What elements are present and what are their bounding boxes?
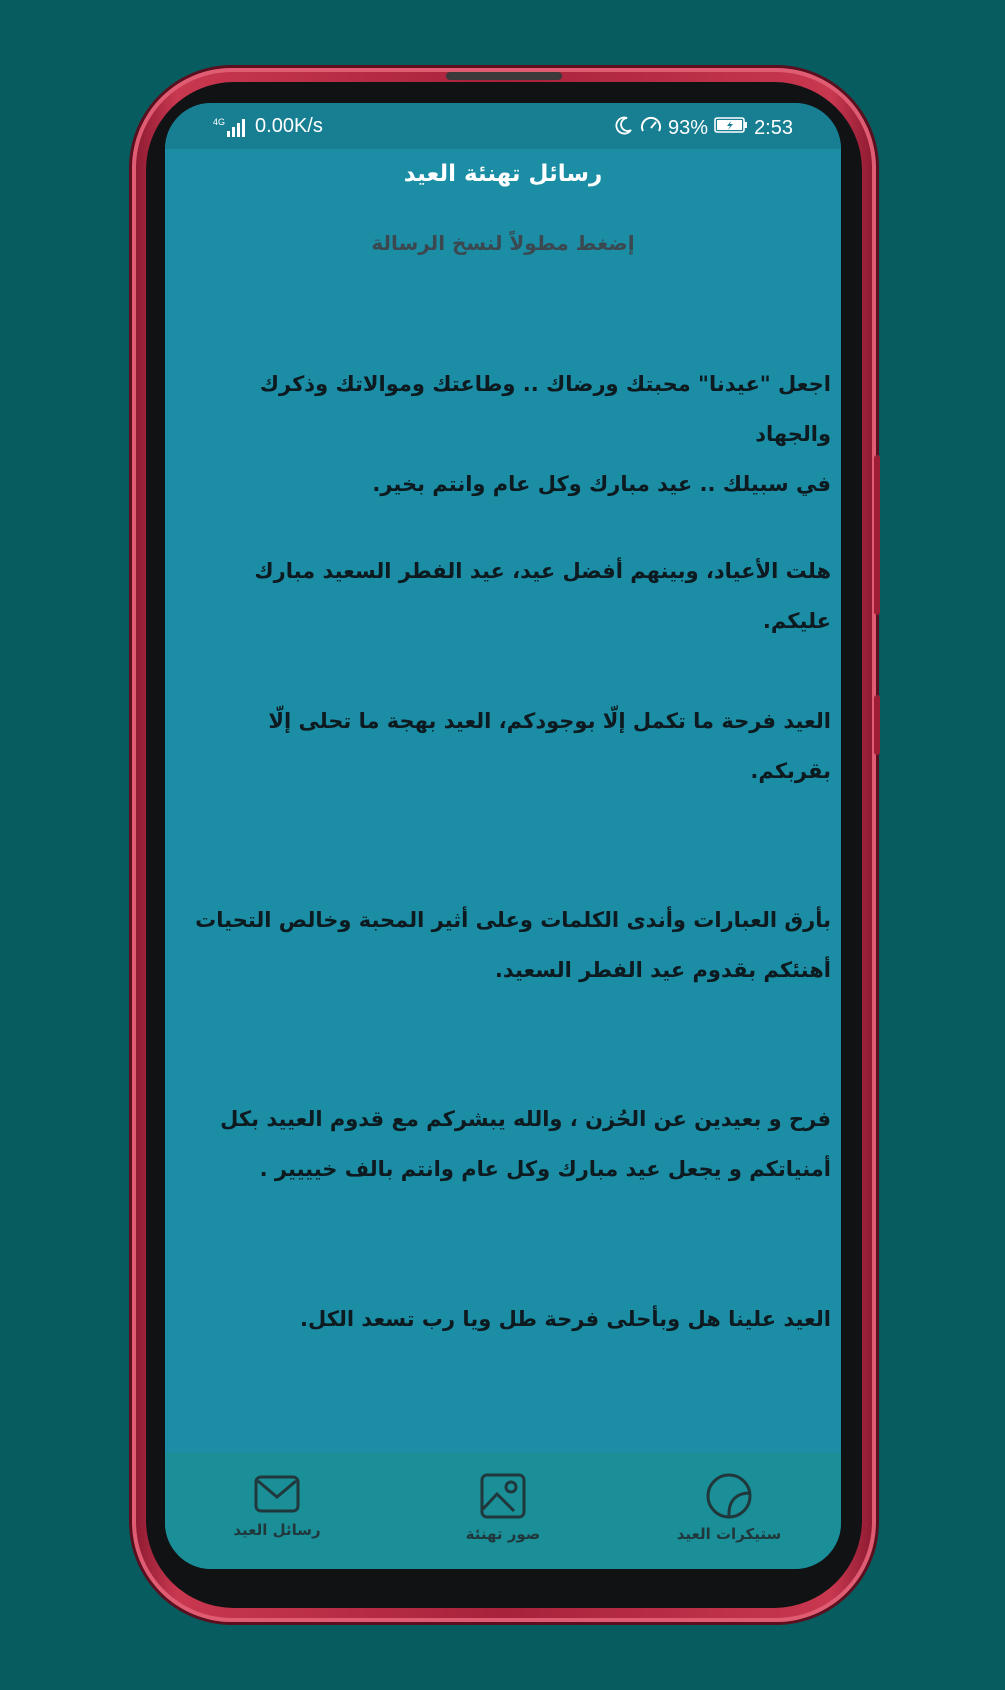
message-line: بقربكم. bbox=[750, 759, 831, 783]
message-line: العيد علينا هل وبأحلى فرحة طل ويا رب تسعد الكل. bbox=[300, 1307, 831, 1331]
bottom-navigation bbox=[165, 1453, 841, 1569]
message-line: اجعل "عيدنا" محبتك ورضاك .. وطاعتك وموالاتك وذكرك والجهاد bbox=[259, 372, 831, 446]
mail-icon bbox=[254, 1473, 300, 1515]
network-type: 4G bbox=[213, 116, 226, 127]
message-line: العيد فرحة ما تكمل إلّا بوجودكم، العيد بهجة ما تحلى إلّا bbox=[268, 709, 831, 733]
battery-percent: 93% bbox=[668, 116, 709, 139]
message-line: فرح و بعيدين عن الحُزن ، والله يبشركم مع قدوم العييد بكل bbox=[220, 1107, 831, 1131]
message-line: بأرق العبارات وأندى الكلمات وعلى أثير المحبة وخالص التحيات bbox=[195, 908, 831, 932]
message-item[interactable] bbox=[181, 359, 831, 509]
message-item[interactable] bbox=[181, 546, 831, 646]
image-icon bbox=[480, 1473, 526, 1519]
message-item[interactable] bbox=[181, 696, 831, 796]
volume-button bbox=[874, 455, 880, 615]
power-button bbox=[874, 695, 880, 755]
message-item[interactable] bbox=[181, 895, 831, 995]
copy-hint: إضغط مطولاً لنسخ الرسالة bbox=[371, 231, 635, 255]
nav-messages[interactable] bbox=[177, 1473, 377, 1539]
phone-speaker-slot bbox=[446, 72, 562, 80]
message-line: أمنياتكم و يجعل عيد مبارك وكل عام وانتم بالف خيييير . bbox=[259, 1157, 831, 1181]
message-item[interactable] bbox=[181, 1294, 831, 1344]
nav-images[interactable] bbox=[403, 1473, 603, 1543]
clock: 2:53 bbox=[754, 116, 793, 139]
message-line: في سبيلك .. عيد مبارك وكل عام وانتم بخير. bbox=[372, 472, 831, 496]
page-title: رسائل تهنئة العيد bbox=[403, 161, 603, 187]
message-line: أهنئكم بقدوم عيد الفطر السعيد. bbox=[494, 958, 831, 982]
nav-label: ستيكرات العيد bbox=[676, 1525, 782, 1543]
sticker-icon bbox=[706, 1473, 752, 1519]
nav-label: رسائل العيد bbox=[233, 1521, 321, 1539]
message-item[interactable] bbox=[181, 1094, 831, 1194]
message-list bbox=[193, 103, 831, 1453]
app-screen bbox=[165, 103, 841, 1569]
network-speed: 0.00K/s bbox=[255, 115, 323, 137]
nav-stickers[interactable] bbox=[629, 1473, 829, 1543]
message-line: هلت الأعياد، وبينهم أفضل عيد، عيد الفطر السعيد مبارك عليكم. bbox=[254, 559, 831, 633]
nav-label: صور تهنئة bbox=[465, 1525, 541, 1543]
